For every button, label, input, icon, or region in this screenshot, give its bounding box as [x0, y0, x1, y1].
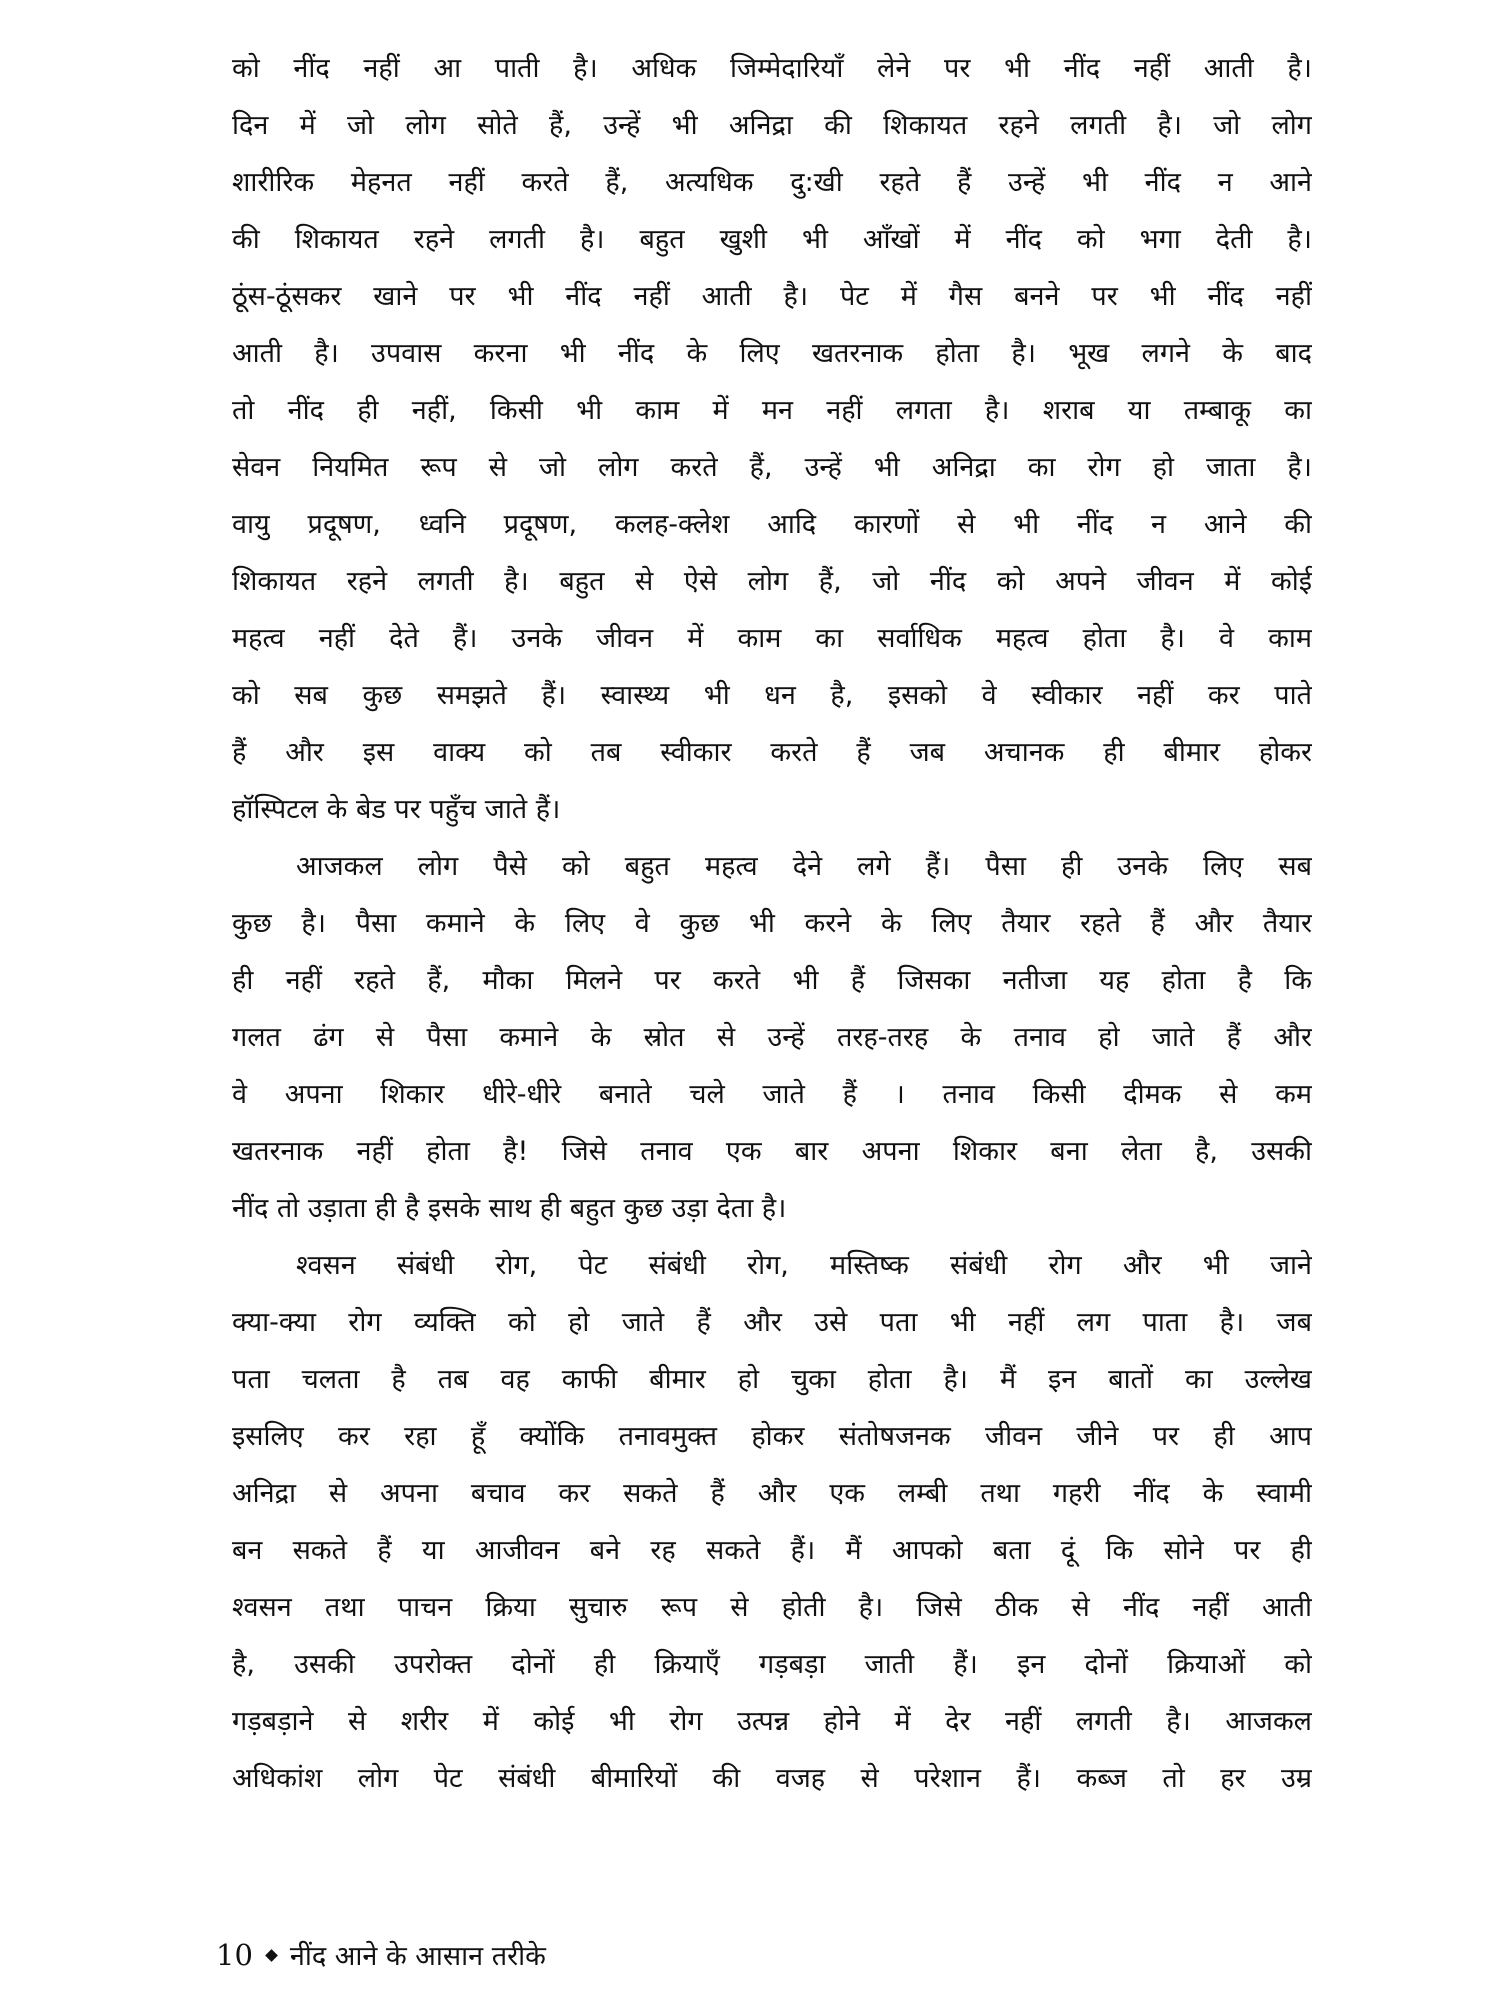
text-line: बन सकते हैं या आजीवन बने रह सकते हैं। मैं आपको बता दूं कि सोने पर ही: [232, 1535, 1312, 1566]
paragraph-1: [232, 40, 1312, 838]
text-line: गड़बड़ाने से शरीर में कोई भी रोग उत्पन्न होने में देर नहीं लगती है। आजकल: [232, 1706, 1312, 1737]
body-text: [232, 40, 1312, 1807]
text-line: इसलिए कर रहा हूँ क्योंकि तनावमुक्त होकर संतोषजनक जीवन जीने पर ही आप: [232, 1421, 1312, 1452]
paragraph-3: [232, 1237, 1312, 1807]
text-line: खतरनाक नहीं होता है! जिसे तनाव एक बार अपना शिकार बना लेता है, उसकी: [232, 1136, 1312, 1167]
diamond-bullet-icon: [265, 1949, 278, 1962]
text-line: श्वसन तथा पाचन क्रिया सुचारु रूप से होती है। जिसे ठीक से नींद नहीं आती: [232, 1592, 1312, 1623]
book-title: नींद आने के आसान तरीके: [289, 1941, 546, 1972]
text-line: वे अपना शिकार धीरे-धीरे बनाते चले जाते हैं । तनाव किसी दीमक से कम: [232, 1079, 1312, 1110]
text-line: वायु प्रदूषण, ध्वनि प्रदूषण, कलह-क्लेश आदि कारणों से भी नींद न आने की: [232, 509, 1312, 540]
text-line: हॉस्पिटल के बेड पर पहुँच जाते हैं।: [232, 794, 561, 825]
text-line: महत्व नहीं देते हैं। उनके जीवन में काम का सर्वाधिक महत्व होता है। वे काम: [232, 623, 1312, 654]
text-line: सेवन नियमित रूप से जो लोग करते हैं, उन्हें भी अनिद्रा का रोग हो जाता है।: [232, 452, 1312, 483]
text-line: आती है। उपवास करना भी नींद के लिए खतरनाक होता है। भूख लगने के बाद: [232, 338, 1312, 369]
text-line: क्या-क्या रोग व्यक्ति को हो जाते हैं और उसे पता भी नहीं लग पाता है। जब: [232, 1307, 1312, 1338]
text-line: को सब कुछ समझते हैं। स्वास्थ्य भी धन है, इसको वे स्वीकार नहीं कर पाते: [232, 680, 1312, 711]
text-line: हैं और इस वाक्य को तब स्वीकार करते हैं जब अचानक ही बीमार होकर: [232, 737, 1312, 768]
text-line: श्वसन संबंधी रोग, पेट संबंधी रोग, मस्तिष्क संबंधी रोग और भी जाने: [296, 1250, 1312, 1281]
text-line: दिन में जो लोग सोते हैं, उन्हें भी अनिद्रा की शिकायत रहने लगती है। जो लोग: [232, 110, 1312, 141]
text-line: नींद तो उड़ाता ही है इसके साथ ही बहुत कुछ उड़ा देता है।: [232, 1193, 787, 1224]
text-line: अधिकांश लोग पेट संबंधी बीमारियों की वजह से परेशान हैं। कब्ज तो हर उम्र: [232, 1763, 1312, 1794]
text-line: शिकायत रहने लगती है। बहुत से ऐसे लोग हैं, जो नींद को अपने जीवन में कोई: [232, 566, 1312, 597]
text-line: की शिकायत रहने लगती है। बहुत खुशी भी आँखों में नींद को भगा देती है।: [232, 224, 1312, 255]
text-line: शारीरिक मेहनत नहीं करते हैं, अत्यधिक दु:खी रहते हैं उन्हें भी नींद न आने: [232, 167, 1312, 198]
text-line: पता चलता है तब वह काफी बीमार हो चुका होता है। मैं इन बातों का उल्लेख: [232, 1364, 1312, 1395]
text-line: ठूंस-ठूंसकर खाने पर भी नींद नहीं आती है। पेट में गैस बनने पर भी नींद नहीं: [232, 281, 1312, 312]
text-line: आजकल लोग पैसे को बहुत महत्व देने लगे हैं। पैसा ही उनके लिए सब: [296, 851, 1312, 882]
text-line: तो नींद ही नहीं, किसी भी काम में मन नहीं लगता है। शराब या तम्बाकू का: [232, 395, 1312, 426]
text-line: है, उसकी उपरोक्त दोनों ही क्रियाएँ गड़बड़ा जाती हैं। इन दोनों क्रियाओं को: [232, 1649, 1312, 1680]
text-line: गलत ढंग से पैसा कमाने के स्रोत से उन्हें तरह-तरह के तनाव हो जाते हैं और: [232, 1022, 1312, 1053]
page-number: 10: [216, 1938, 253, 1972]
text-line: अनिद्रा से अपना बचाव कर सकते हैं और एक लम्बी तथा गहरी नींद के स्वामी: [232, 1478, 1312, 1509]
page-footer: [216, 1935, 546, 1977]
text-line: कुछ है। पैसा कमाने के लिए वे कुछ भी करने के लिए तैयार रहते हैं और तैयार: [232, 908, 1312, 939]
paragraph-2: [232, 838, 1312, 1237]
text-line: को नींद नहीं आ पाती है। अधिक जिम्मेदारियाँ लेने पर भी नींद नहीं आती है।: [232, 53, 1312, 84]
text-line: ही नहीं रहते हैं, मौका मिलने पर करते भी हैं जिसका नतीजा यह होता है कि: [232, 965, 1312, 996]
